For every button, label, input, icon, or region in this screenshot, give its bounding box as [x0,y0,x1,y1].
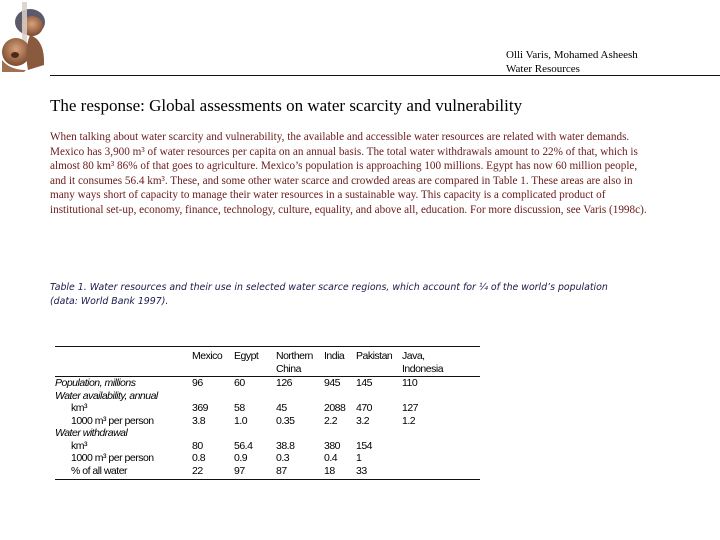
cell: 154 [356,439,373,452]
cell: 96 [192,377,203,389]
col-header-mexico: Mexico [192,350,223,362]
cell [276,390,324,403]
table-row [55,377,480,390]
table-row [55,415,480,428]
cell: 369 [192,402,209,414]
cell [356,427,402,440]
cell [192,390,234,403]
cell: 87 [276,464,287,477]
page-title: The response: Global assessments on water scarcity and vulnerability [50,96,523,115]
table-row [55,465,480,480]
cell [324,427,356,440]
cell [276,427,324,440]
caption-line-1: Table 1. Water resources and their use in selected water scarce regions, which account for ¼ of the world’s population [50,282,608,293]
cell: 110 [402,377,418,389]
table-row [55,452,480,465]
cell: 97 [234,464,245,477]
caption-line-2: (data: World Bank 1997). [50,296,169,307]
table-row [55,402,480,415]
table-row [55,427,480,440]
cell: 2088 [324,402,346,414]
cell: 945 [324,377,341,389]
row-label: Population, millions [55,377,136,389]
col-header-java [402,347,480,377]
col-header-label [55,347,192,377]
col-header-northern-china-text: Northern China [276,350,313,375]
cell [402,390,480,403]
cell: 56.4 [234,439,253,452]
cell: 3.8 [192,414,206,427]
logo-photo-icon [0,0,50,72]
cell [324,390,356,403]
row-label: km³ [71,402,87,414]
cell: 58 [234,402,245,414]
cell: 38.8 [276,439,295,452]
cell [402,452,480,465]
col-header-egypt: Egypt [234,350,259,362]
row-label: Water withdrawal [55,427,128,439]
cell: 1 [356,452,362,464]
cell: 2.2 [324,414,338,427]
col-header-northern-china [276,347,324,377]
header-divider [50,75,720,76]
cell: 0.3 [276,452,290,464]
cell [234,427,276,440]
cell: 126 [276,377,293,389]
cell: 380 [324,439,341,452]
body-paragraph: When talking about water scarcity and vulnerability, the available and accessible water resources are related with water demands. Mexico has 3,900 m³ of water resources per capita on an annual basis. The total water withdrawals amount to 22% of that, which is almost 80 km³ 86% of that goes to agriculture. Mexico’s population is approaching 100 millions. Egypt has now 60 million people, and it consumes 56.4 km³. These, and some other water scarce and crowded areas are compared in Table 1. These areas are also in many ways short of capacity to manage their water resources in a sustainable way. This capacity is a complicated product of institutional set-up, economy, finance, technology, culture, equality, and above all, education. For more discussion, see Varis (1998c). [50,131,647,216]
col-header-india: India [324,350,345,362]
water-resources-table [55,346,480,480]
cell: 22 [192,464,203,477]
table-row [55,390,480,403]
cell: 470 [356,402,373,414]
cell: 45 [276,402,287,414]
header-subtitle: Water Resources [506,63,580,75]
cell: 0.35 [276,414,295,427]
cell: 80 [192,439,203,452]
header-author-block [506,48,638,76]
cell: 145 [356,377,373,389]
author-names: Olli Varis, Mohamed Asheesh [506,49,638,61]
cell [402,427,480,440]
cell: 3.2 [356,414,370,427]
row-label: Water availability, annual [55,389,158,402]
cell: 127 [402,402,419,414]
cell: 0.9 [234,452,248,464]
cell: 0.4 [324,452,338,464]
cell [402,465,480,480]
cell: 33 [356,464,367,477]
cell: 60 [234,377,245,389]
cell: 0.8 [192,452,206,464]
table-caption [50,281,670,309]
col-header-pakistan: Pakistan [356,350,393,362]
cell: 1.0 [234,414,248,427]
row-label: km³ [71,439,87,452]
table-header-row [55,347,480,377]
table-row [55,440,480,453]
cell [356,390,402,403]
row-label: 1000 m³ per person [71,414,154,427]
col-header-java-text: Java, Indonesia [402,350,444,375]
row-label: 1000 m³ per person [71,452,154,464]
row-label: % of all water [71,464,128,477]
cell [192,427,234,440]
cell [402,440,480,453]
cell: 18 [324,464,335,477]
cell [234,390,276,403]
cell: 1.2 [402,414,416,427]
